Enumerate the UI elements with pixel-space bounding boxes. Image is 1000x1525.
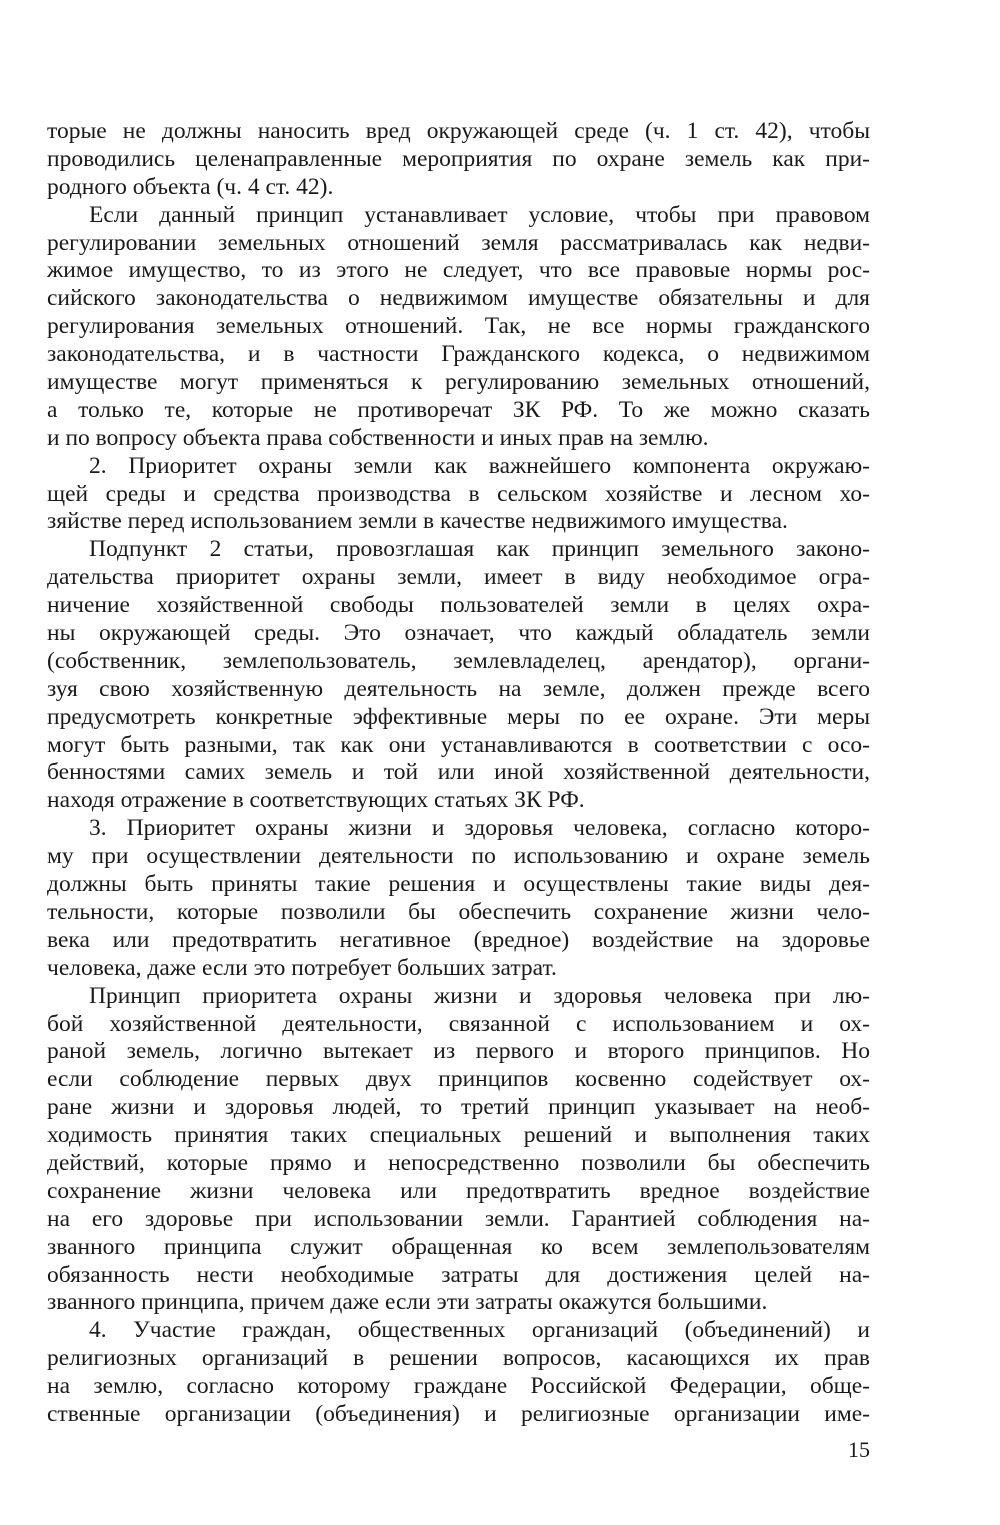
text-line: жимое имущество, то из этого не следует, что все правовые нормы рос- bbox=[47, 257, 870, 284]
text-line: тельности, которые позволили бы обеспечить сохранение жизни чело- bbox=[47, 898, 870, 925]
text-line: должны быть приняты такие решения и осуществлены такие виды дея- bbox=[47, 871, 870, 898]
text-line: находя отражение в соответствующих статьях ЗК РФ. bbox=[47, 787, 585, 814]
text-line: Подпункт 2 статьи, провозглашая как принцип земельного законо- bbox=[89, 536, 870, 563]
text-line: 2. Приоритет охраны земли как важнейшего компонента окружаю- bbox=[89, 452, 870, 479]
text-line: сохранение жизни человека или предотвратить вредное воздействие bbox=[47, 1177, 870, 1204]
text-line: званного принципа, причем даже если эти затраты окажутся большими. bbox=[47, 1289, 768, 1316]
text-line: законодательства, и в частности Гражданского кодекса, о недвижимом bbox=[47, 341, 870, 368]
text-line: и по вопросу объекта права собственности и иных прав на землю. bbox=[47, 424, 709, 451]
text-line: 3. Приоритет охраны жизни и здоровья человека, согласно которо- bbox=[89, 815, 870, 842]
text-line: ране жизни и здоровья людей, то третий принцип указывает на необ- bbox=[47, 1094, 870, 1121]
text-line: религиозных организаций в решении вопросов, касающихся их прав bbox=[47, 1345, 870, 1372]
text-line: обязанность нести необходимые затраты для достижения целей на- bbox=[47, 1261, 870, 1288]
text-line: бенностями самих земель и той или иной хозяйственной деятельности, bbox=[47, 759, 870, 786]
text-line: проводились целенаправленные мероприятия по охране земель как при- bbox=[47, 145, 870, 172]
text-line: зуя свою хозяйственную деятельность на земле, должен прежде всего bbox=[47, 675, 870, 702]
text-line: века или предотвратить негативное (вредное) воздействие на здоровье bbox=[47, 926, 870, 953]
text-line: действий, которые прямо и непосредственно позволили бы обеспечить bbox=[47, 1149, 870, 1176]
text-line: а только те, которые не противоречат ЗК РФ. То же можно сказать bbox=[47, 396, 870, 423]
text-line: на его здоровье при использовании земли. Гарантией соблюдения на- bbox=[47, 1205, 870, 1232]
text-line: му при осуществлении деятельности по использованию и охране земель bbox=[47, 843, 870, 870]
text-line: зяйстве перед использованием земли в качестве недвижимого имущества. bbox=[47, 508, 788, 535]
text-line: ходимость принятия таких специальных решений и выполнения таких bbox=[47, 1122, 870, 1149]
text-line: ничение хозяйственной свободы пользователей земли в целях охра- bbox=[47, 592, 870, 619]
text-line: (собственник, землепользователь, землевладелец, арендатор), органи- bbox=[47, 647, 870, 674]
text-line: званного принципа служит обращенная ко всем землепользователям bbox=[47, 1233, 870, 1260]
text-line: ственные организации (объединения) и религиозные организации име- bbox=[47, 1400, 870, 1427]
page-body bbox=[47, 118, 870, 1429]
text-line: регулирования земельных отношений. Так, не все нормы гражданского bbox=[47, 313, 870, 340]
text-line: могут быть разными, так как они устанавливаются в соответствии с осо- bbox=[47, 731, 870, 758]
text-line: человека, даже если это потребует больших затрат. bbox=[47, 954, 557, 981]
text-line: Если данный принцип устанавливает условие, чтобы при правовом bbox=[89, 201, 870, 228]
text-line: если соблюдение первых двух принципов косвенно содействует ох- bbox=[47, 1066, 870, 1093]
text-line: родного объекта (ч. 4 ст. 42). bbox=[47, 173, 334, 200]
text-line: предусмотреть конкретные эффективные меры по ее охране. Эти меры bbox=[47, 703, 870, 730]
text-line: ны окружающей среды. Это означает, что каждый обладатель земли bbox=[47, 620, 870, 647]
page-number: 15 bbox=[848, 1437, 870, 1462]
text-line: сийского законодательства о недвижимом имуществе обязательны и для bbox=[47, 285, 870, 312]
text-line: бой хозяйственной деятельности, связанной с использованием и ох- bbox=[47, 1010, 870, 1037]
text-line: регулировании земельных отношений земля рассматривалась как недви- bbox=[47, 229, 870, 256]
text-line: дательства приоритет охраны земли, имеет в виду необходимое огра- bbox=[47, 564, 870, 591]
text-line: имуществе могут применяться к регулированию земельных отношений, bbox=[47, 369, 870, 396]
text-line: 4. Участие граждан, общественных организаций (объединений) и bbox=[89, 1317, 870, 1344]
text-line: торые не должны наносить вред окружающей среде (ч. 1 ст. 42), чтобы bbox=[47, 118, 870, 144]
text-line: щей среды и средства производства в сельском хозяйстве и лесном хо- bbox=[47, 480, 870, 507]
text-line: на землю, согласно которому граждане Российской Федерации, обще- bbox=[47, 1373, 870, 1400]
text-line: раной земель, логично вытекает из первого и второго принципов. Но bbox=[47, 1038, 870, 1065]
text-line: Принцип приоритета охраны жизни и здоровья человека при лю- bbox=[89, 982, 870, 1009]
